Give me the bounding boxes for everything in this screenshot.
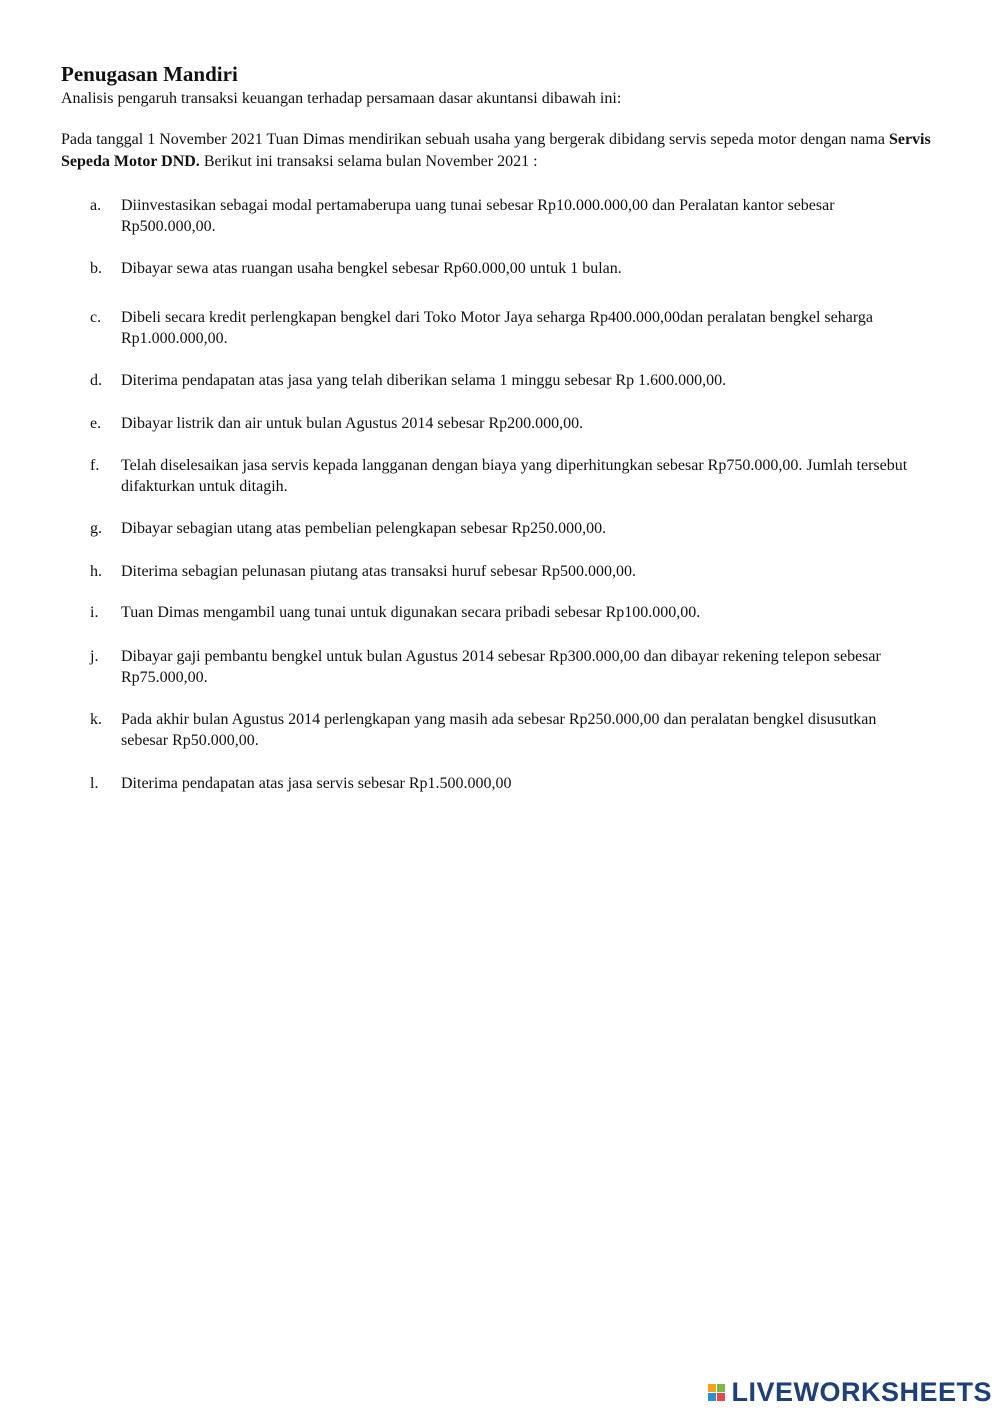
item-letter: e. bbox=[90, 415, 102, 432]
logo-square bbox=[708, 1393, 716, 1401]
item-text: Dibayar gaji pembantu bengkel untuk bulan Agustus 2014 sebesar Rp300.000,00 dan dibayar rekening telepon sebesar Rp75.000,00. bbox=[121, 648, 881, 686]
logo-square bbox=[708, 1384, 716, 1392]
instruction-text: Analisis pengaruh transaksi keuangan terhadap persamaan dasar akuntansi dibawah ini: bbox=[61, 90, 622, 107]
item-text: Telah diselesaikan jasa servis kepada langganan dengan biaya yang diperhitungkan sebesar Rp750.000,00. Jumlah tersebut difakturkan untuk ditagih. bbox=[121, 457, 908, 495]
item-text: Diterima pendapatan atas jasa servis sebesar Rp1.500.000,00 bbox=[121, 775, 512, 792]
item-letter: g. bbox=[90, 520, 102, 537]
item-text: Pada akhir bulan Agustus 2014 perlengkapan yang masih ada sebesar Rp250.000,00 dan peralatan bengkel disusutkan sebesar Rp50.000,00. bbox=[121, 711, 877, 749]
intro-text-part2: Berikut ini transaksi selama bulan November 2021 : bbox=[199, 153, 538, 170]
item-letter: a. bbox=[90, 197, 102, 214]
item-letter: j. bbox=[90, 648, 99, 665]
logo-square bbox=[717, 1384, 725, 1392]
business-name: Servis Sepeda Motor DND. bbox=[61, 131, 931, 170]
item-text: Diinvestasikan sebagai modal pertamaberupa uang tunai sebesar Rp10.000.000,00 dan Peralatan kantor sebesar Rp500.000,00. bbox=[121, 197, 835, 235]
liveworksheets-logo bbox=[708, 1377, 992, 1407]
item-letter: l. bbox=[90, 775, 99, 792]
intro-text-part1: Pada tanggal 1 November 2021 Tuan Dimas mendirikan sebuah usaha yang bergerak dibidang servis sepeda motor dengan nama bbox=[61, 131, 889, 148]
item-letter: f. bbox=[90, 457, 100, 474]
page-title: Penugasan Mandiri bbox=[61, 62, 238, 86]
logo-text: LIVEWORKSHEETS bbox=[731, 1377, 992, 1407]
item-text: Dibayar listrik dan air untuk bulan Agustus 2014 sebesar Rp200.000,00. bbox=[121, 415, 584, 432]
item-text: Diterima sebagian pelunasan piutang atas transaksi huruf sebesar Rp500.000,00. bbox=[121, 563, 636, 580]
item-text: Tuan Dimas mengambil uang tunai untuk digunakan secara pribadi sebesar Rp100.000,00. bbox=[121, 604, 701, 621]
item-letter: d. bbox=[90, 372, 102, 389]
item-text: Dibeli secara kredit perlengkapan bengkel dari Toko Motor Jaya seharga Rp400.000,00dan peralatan bengkel seharga Rp1.000.000,00. bbox=[121, 309, 873, 347]
item-text: Dibayar sebagian utang atas pembelian pelengkapan sebesar Rp250.000,00. bbox=[121, 520, 607, 537]
item-letter: c. bbox=[90, 309, 102, 326]
item-letter: b. bbox=[90, 260, 102, 277]
item-letter: h. bbox=[90, 563, 102, 580]
item-text: Dibayar sewa atas ruangan usaha bengkel sebesar Rp60.000,00 untuk 1 bulan. bbox=[121, 260, 622, 277]
item-letter: i. bbox=[90, 604, 99, 621]
item-text: Diterima pendapatan atas jasa yang telah diberikan selama 1 minggu sebesar Rp 1.600.000,00. bbox=[121, 372, 727, 389]
item-letter: k. bbox=[90, 711, 102, 728]
intro-paragraph bbox=[61, 129, 941, 173]
liveworksheets-logo-icon bbox=[708, 1384, 725, 1401]
logo-square bbox=[717, 1393, 725, 1401]
